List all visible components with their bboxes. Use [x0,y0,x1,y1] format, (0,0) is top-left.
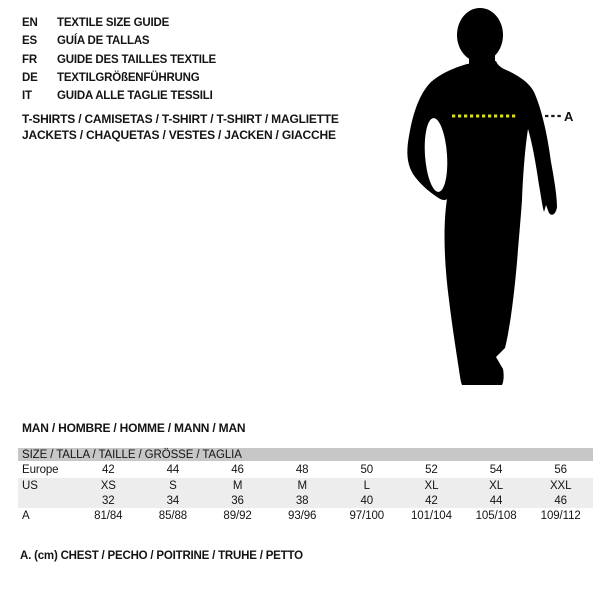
language-label: GUIDE DES TAILLES TEXTILE [57,53,216,66]
language-code: EN [22,17,38,30]
language-code: DE [22,72,38,85]
row-label: Europe [22,464,59,476]
table-cell: 56 [554,464,567,476]
row-label: A [22,510,30,522]
language-label: TEXTILGRÖßENFÜHRUNG [57,72,200,85]
section-title-man: MAN / HOMBRE / HOMME / MANN / MAN [22,421,246,435]
table-row [18,508,593,524]
table-cell: M [232,479,243,492]
size-table-body [18,462,593,524]
table-cell: 89/92 [223,510,252,522]
table-cell: S [169,479,177,492]
language-code: FR [22,53,37,66]
table-cell: 85/88 [158,510,188,522]
table-cell: XL [424,479,439,492]
footnote-chest: A. (cm) CHEST / PECHO / POITRINE / TRUHE / PETTO [20,550,303,562]
size-table [18,448,593,524]
table-cell: 42 [425,494,438,507]
language-label: TEXTILE SIZE GUIDE [57,17,170,30]
table-cell: 48 [295,464,309,476]
table-row [18,462,593,478]
table-cell: XL [489,479,503,492]
silhouette-body [407,61,557,385]
language-code: IT [22,90,32,103]
language-label: GUÍA DE TALLAS [57,35,150,48]
table-cell: 93/96 [288,510,317,522]
table-cell: M [297,479,307,492]
table-cell: XS [100,479,116,492]
table-row [18,478,593,493]
table-cell: 54 [489,464,503,476]
table-cell: 44 [489,494,503,507]
table-cell: 44 [166,464,180,476]
table-row [18,493,593,508]
size-table-header-label: SIZE / TALLA / TAILLE / GRÖSSE / TAGLIA [22,448,242,461]
table-cell: 32 [102,494,115,507]
table-cell: 52 [425,464,438,476]
table-cell: L [363,479,370,492]
table-cell: 97/100 [349,510,385,522]
table-cell: 101/104 [411,510,452,522]
table-cell: 34 [166,494,180,507]
table-cell: 46 [231,464,244,476]
table-cell: 109/112 [540,510,581,522]
size-table-header [18,448,593,461]
table-cell: 105/108 [475,510,517,522]
table-cell: 42 [102,464,115,476]
category-line-jackets: JACKETS / CHAQUETAS / VESTES / JACKEN / GIACCHE [22,128,336,142]
table-cell: XXL [549,479,572,492]
table-cell: 81/84 [94,510,123,522]
category-line-tshirts: T-SHIRTS / CAMISETAS / T-SHIRT / T-SHIRT / MAGLIETTE [22,112,339,126]
language-code: ES [22,35,37,48]
table-cell: 40 [360,494,374,507]
table-cell: 50 [360,464,374,476]
measure-label-a: A [564,109,574,124]
table-cell: 46 [554,494,567,507]
row-label: US [22,479,38,492]
table-cell: 36 [231,494,244,507]
language-label: GUIDA ALLE TAGLIE TESSILI [57,90,213,103]
table-cell: 38 [295,494,309,507]
